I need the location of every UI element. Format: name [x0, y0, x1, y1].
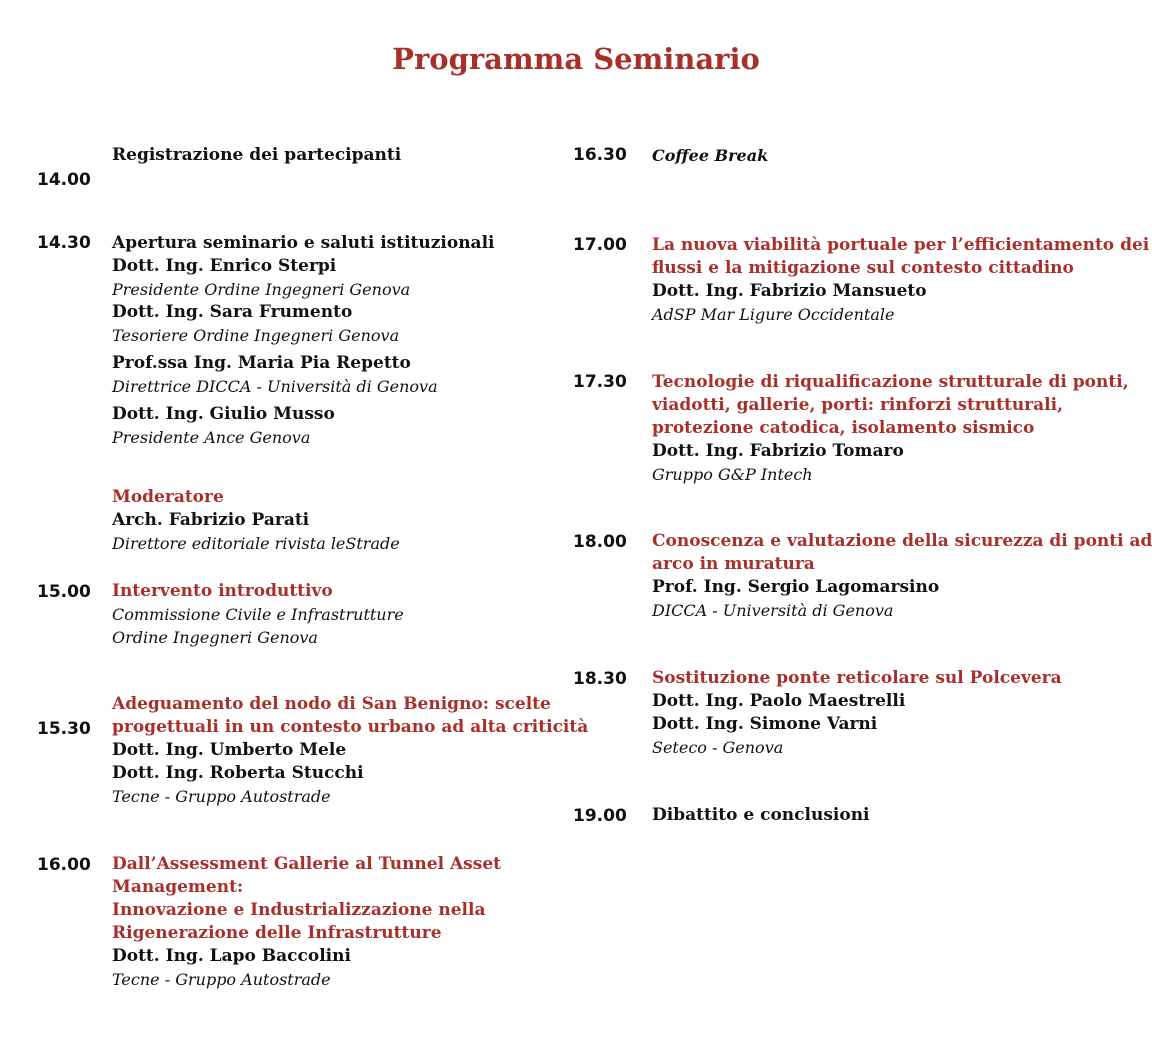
affiliation: Presidente Ordine Ingegneri Genova: [112, 280, 411, 299]
affiliation: Direttore editoriale rivista leStrade: [112, 534, 400, 553]
speaker-name: Dott. Ing. Umberto Mele: [112, 740, 347, 760]
speaker-name: Registrazione dei partecipanti: [112, 145, 402, 165]
time-label: 16.00: [37, 855, 91, 875]
time-label: 16.30: [573, 145, 627, 165]
program-item: [652, 804, 1122, 827]
session-title: Management:: [112, 877, 244, 897]
speaker-name: Dott. Ing. Simone Varni: [652, 714, 878, 734]
speaker-name: Prof.ssa Ing. Maria Pia Repetto: [112, 353, 411, 373]
time-label: 17.00: [573, 235, 627, 255]
affiliation: Presidente Ance Genova: [112, 428, 311, 447]
affiliation: Tesoriere Ordine Ingegneri Genova: [112, 326, 400, 345]
speaker-name: Dott. Ing. Sara Frumento: [112, 302, 353, 322]
affiliation: AdSP Mar Ligure Occidentale: [652, 305, 895, 324]
time-label: 17.30: [573, 372, 627, 392]
session-title: Sostituzione ponte reticolare sul Polcevera: [652, 668, 1062, 688]
affiliation: Ordine Ingegneri Genova: [112, 628, 318, 647]
time-label: 18.30: [573, 669, 627, 689]
program-item: [112, 144, 572, 167]
affiliation: Gruppo G&P Intech: [652, 465, 813, 484]
time-label: 18.00: [573, 532, 627, 552]
program-item: [112, 580, 572, 649]
time-label: 15.00: [37, 582, 91, 602]
program-item: [112, 486, 572, 555]
session-title: Adeguamento del nodo di San Benigno: scelte: [112, 694, 551, 714]
program-item: [112, 693, 589, 808]
program-item: [652, 234, 1150, 326]
affiliation: DICCA - Università di Genova: [652, 601, 894, 620]
session-title: Intervento introduttivo: [112, 581, 333, 601]
speaker-name: Prof. Ing. Sergio Lagomarsino: [652, 577, 940, 597]
session-title: protezione catodica, isolamento sismico: [652, 418, 1035, 438]
affiliation: Commissione Civile e Infrastrutture: [112, 605, 404, 624]
time-label: 19.00: [573, 806, 627, 826]
affiliation: Direttrice DICCA - Università di Genova: [112, 377, 438, 396]
page-title: Programma Seminario: [392, 42, 760, 76]
program-item: [112, 232, 572, 449]
speaker-name: Arch. Fabrizio Parati: [112, 510, 310, 530]
session-title: Innovazione e Industrializzazione nella: [112, 900, 486, 920]
affiliation: Tecne - Gruppo Autostrade: [112, 787, 331, 806]
program-item: [652, 667, 1122, 759]
speaker-name: Apertura seminario e saluti istituzionali: [112, 233, 495, 253]
affiliation: Seteco - Genova: [652, 738, 784, 757]
speaker-name: Dott. Ing. Lapo Baccolini: [112, 946, 351, 966]
time-label: 15.30: [37, 719, 91, 739]
time-label: 14.00: [37, 170, 91, 190]
session-title: flussi e la mitigazione sul contesto cittadino: [652, 258, 1074, 278]
speaker-name: Dibattito e conclusioni: [652, 805, 870, 825]
affiliation: Tecne - Gruppo Autostrade: [112, 970, 331, 989]
session-title: Moderatore: [112, 487, 224, 507]
session-title: arco in muratura: [652, 554, 815, 574]
program-item: [652, 530, 1152, 622]
speaker-name: Dott. Ing. Giulio Musso: [112, 404, 335, 424]
speaker-name: Coffee Break: [652, 146, 769, 165]
session-title: Tecnologie di riqualificazione strutturale di ponti,: [652, 372, 1129, 392]
session-title: La nuova viabilità portuale per l’efficientamento dei: [652, 235, 1150, 255]
speaker-name: Dott. Ing. Fabrizio Mansueto: [652, 281, 927, 301]
session-title: viadotti, gallerie, porti: rinforzi strutturali,: [652, 395, 1063, 415]
speaker-name: Dott. Ing. Fabrizio Tomaro: [652, 441, 904, 461]
session-title: progettuali in un contesto urbano ad alta criticità: [112, 717, 589, 737]
session-title: Rigenerazione delle Infrastrutture: [112, 923, 442, 943]
speaker-name: Dott. Ing. Roberta Stucchi: [112, 763, 364, 783]
program-item: [112, 853, 572, 991]
speaker-name: Dott. Ing. Paolo Maestrelli: [652, 691, 906, 711]
speaker-name: Dott. Ing. Enrico Sterpi: [112, 256, 337, 276]
program-item: [652, 144, 1122, 167]
time-label: 14.30: [37, 233, 91, 253]
program-item: [652, 371, 1129, 486]
session-title: Dall’Assessment Gallerie al Tunnel Asset: [112, 854, 501, 874]
session-title: Conoscenza e valutazione della sicurezza di ponti ad: [652, 531, 1152, 551]
